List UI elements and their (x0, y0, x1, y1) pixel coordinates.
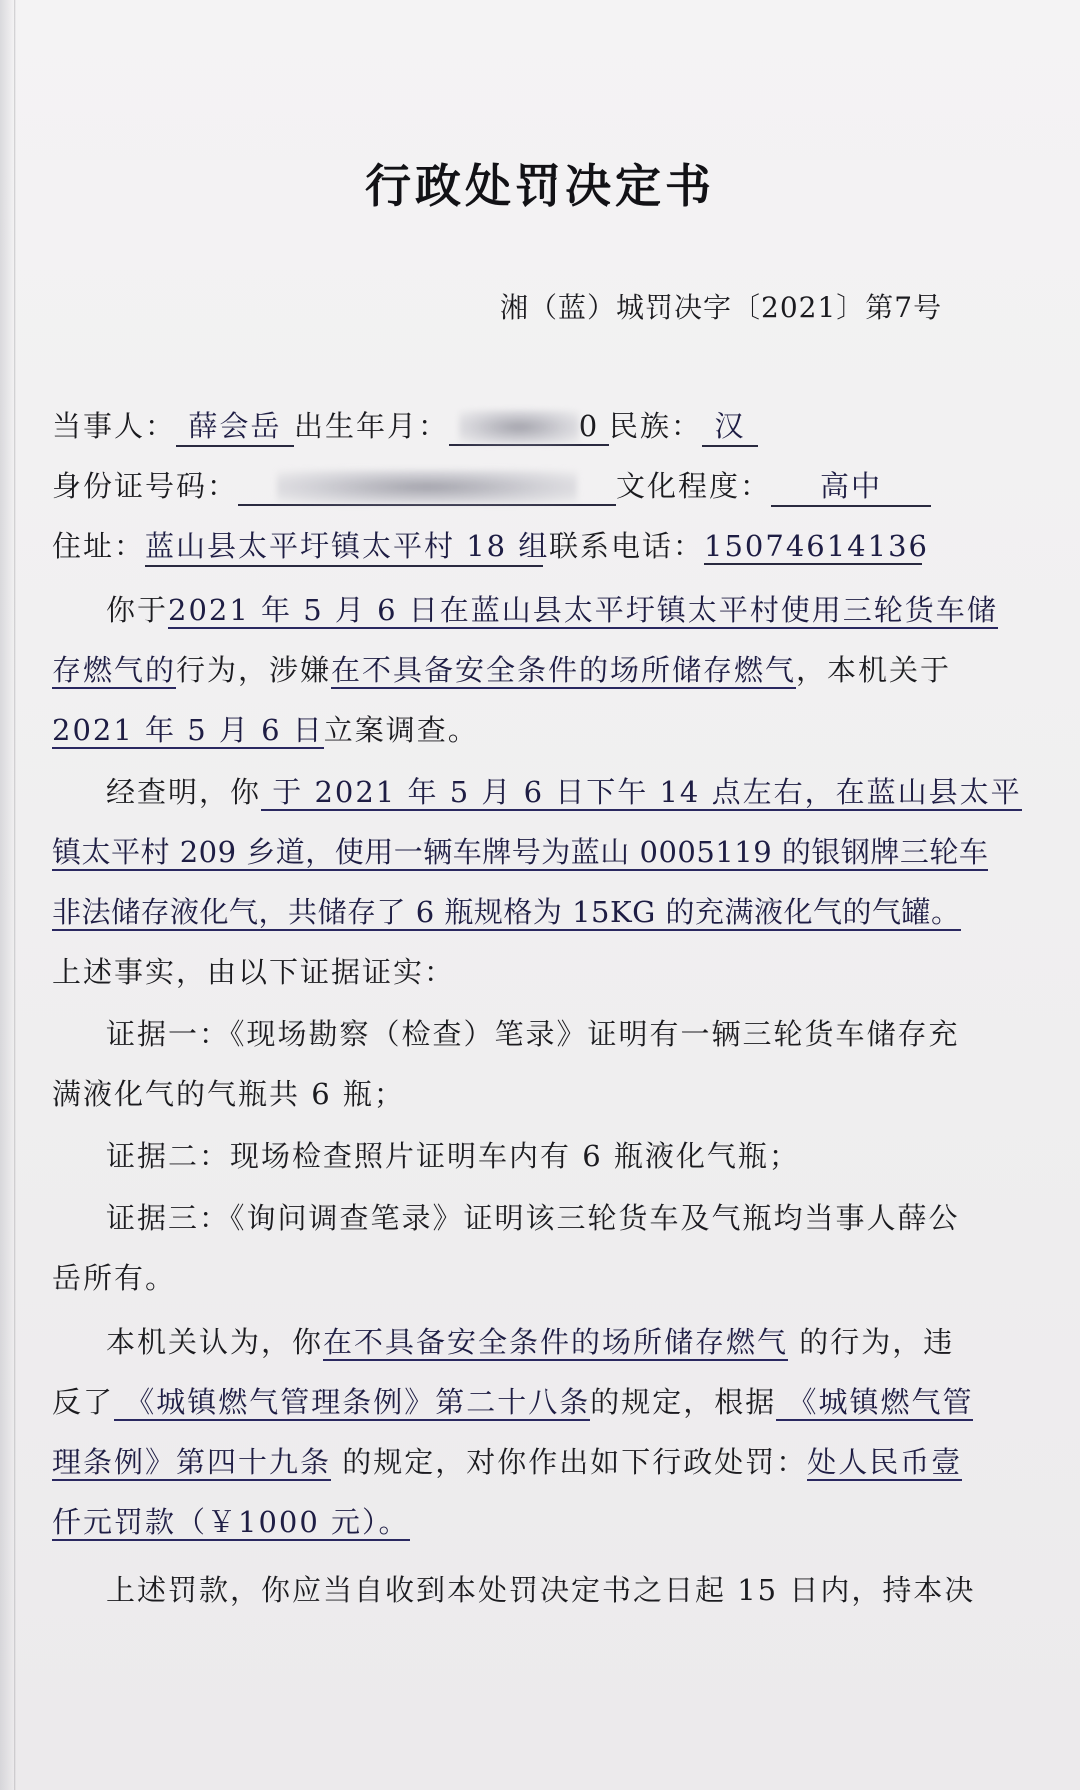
phone-label: 联系电话： (549, 529, 705, 563)
ethnicity-label: 民族： (609, 409, 703, 443)
para4-text: 的规定，根据 (590, 1385, 777, 1419)
party-label: 当事人： (52, 409, 177, 443)
id-label: 身份证号码： (52, 469, 239, 503)
page-fold-line (14, 0, 16, 1790)
para4-underlined: 在不具备安全条件的场所储存燃气 (323, 1325, 789, 1359)
education-value: 高中 (771, 464, 931, 507)
para1-underlined: 存燃气的 (52, 653, 177, 687)
para4-line1 (106, 1320, 954, 1361)
para4-line4 (52, 1500, 410, 1541)
para4-line3 (52, 1440, 962, 1481)
birth-label: 出生年月： (294, 409, 450, 443)
para2-line1 (106, 770, 1022, 811)
para2-underlined: 于 2021 年 5 月 6 日下午 14 点左右，在蓝山县太平 (261, 775, 1022, 809)
address-label: 住址： (52, 529, 146, 563)
address-row (52, 524, 929, 567)
evidence1-line1: 证据一：《现场勘察（检查）笔录》证明有一辆三轮货车储存充 (106, 1017, 960, 1051)
para4-underlined: 仟元罚款（￥1000 元）。 (52, 1505, 410, 1539)
document-title: 行政处罚决定书 (365, 159, 715, 213)
para2-underlined: 镇太平村 209 乡道，使用一辆车牌号为蓝山 0005119 的银钢牌三轮车 (52, 835, 989, 869)
phone-value: 15074614136 (704, 529, 929, 563)
para1-underlined: 在不具备安全条件的场所储存燃气 (331, 653, 797, 687)
para2-underlined: 非法储存液化气，共储存了 6 瓶规格为 15KG 的充满液化气的气罐。 (52, 895, 961, 929)
para5: 上述罚款，你应当自收到本处罚决定书之日起 15 日内，持本决 (106, 1573, 976, 1607)
para1-line1 (106, 588, 998, 629)
para1-text: 行为，涉嫌 (176, 653, 332, 687)
party-row (52, 404, 758, 447)
evidence1-line2: 满液化气的气瓶共 6 瓶； (52, 1077, 405, 1111)
id-field (238, 469, 616, 506)
redaction-blur (277, 470, 577, 504)
para1-text: 你于 (106, 593, 169, 627)
para1-underlined: 2021 年 5 月 6 日 (52, 713, 324, 747)
page-fold-shadow (0, 0, 14, 1790)
para4-underlined: 《城镇燃气管理条例》第二十八条 (114, 1385, 591, 1419)
para1-text: 立案调查。 (323, 713, 479, 747)
evidence3-line2: 岳所有。 (52, 1261, 177, 1295)
ethnicity-value: 汉 (702, 404, 758, 447)
evidence2: 证据二：现场检查照片证明车内有 6 瓶液化气瓶； (106, 1139, 800, 1173)
para4-underlined: 处人民币壹 (807, 1445, 963, 1479)
para2-line3 (52, 890, 961, 931)
para4-text: 反了 (52, 1385, 115, 1419)
id-row (52, 464, 931, 507)
para2-text: 经查明，你 (106, 775, 262, 809)
para1-line3 (52, 708, 479, 749)
para4-line2 (52, 1380, 973, 1421)
para2-line2 (52, 830, 988, 871)
address-value: 蓝山县太平圩镇太平村 18 组 (145, 524, 543, 567)
para4-text: 本机关认为，你 (106, 1325, 324, 1359)
para4-underlined: 理条例》第四十九条 (52, 1445, 332, 1479)
para4-text: 的规定，对你作出如下行政处罚： (331, 1445, 808, 1479)
document-number: 湘（蓝）城罚决字〔2021〕第7号 (500, 291, 943, 324)
birth-field (449, 409, 609, 446)
party-name: 薛会岳 (176, 404, 294, 447)
para4-text: 的行为，违 (788, 1325, 955, 1359)
para1-text: ，本机关于 (796, 653, 952, 687)
para3: 上述事实，由以下证据证实： (52, 955, 456, 989)
para4-underlined: 《城镇燃气管 (776, 1385, 974, 1419)
redaction-blur (459, 410, 579, 444)
education-label: 文化程度： (616, 469, 772, 503)
para1-underlined: 2021 年 5 月 6 日在蓝山县太平圩镇太平村使用三轮货车储 (168, 593, 998, 627)
birth-tail: 0 (578, 409, 600, 443)
evidence3-line1: 证据三：《询问调查笔录》证明该三轮货车及气瓶均当事人薛公 (106, 1201, 960, 1235)
para1-line2 (52, 648, 951, 689)
